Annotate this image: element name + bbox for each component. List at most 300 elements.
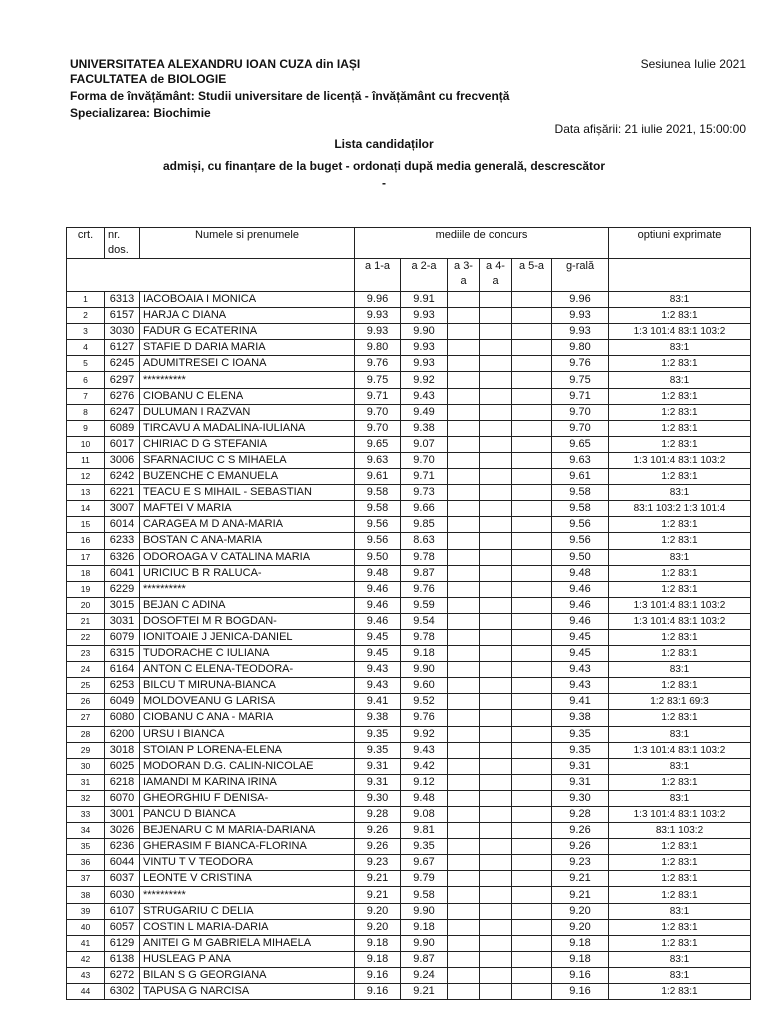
cell-avg-4 xyxy=(480,967,512,983)
cell-nr-dos: 6297 xyxy=(105,372,140,388)
cell-options: 1:3 101:4 83:1 103:2 xyxy=(609,597,751,613)
cell-avg-2: 9.42 xyxy=(401,758,448,774)
cell-avg-4 xyxy=(480,871,512,887)
cell-avg-2: 9.21 xyxy=(401,984,448,1000)
cell-crt: 26 xyxy=(67,694,105,710)
cell-avg-4 xyxy=(480,935,512,951)
table-row xyxy=(67,678,751,694)
cell-avg-5 xyxy=(512,774,552,790)
cell-avg-general: 9.23 xyxy=(552,855,609,871)
cell-nr-dos: 6127 xyxy=(105,340,140,356)
cell-nr-dos: 6157 xyxy=(105,308,140,324)
cell-avg-2: 9.43 xyxy=(401,742,448,758)
cell-nr-dos: 6041 xyxy=(105,565,140,581)
cell-avg-general: 9.18 xyxy=(552,935,609,951)
cell-name: DOSOFTEI M R BOGDAN- xyxy=(140,613,355,629)
cell-avg-4 xyxy=(480,694,512,710)
cell-nr-dos: 6049 xyxy=(105,694,140,710)
cell-avg-1: 9.26 xyxy=(355,839,401,855)
cell-avg-general: 9.46 xyxy=(552,613,609,629)
table-row xyxy=(67,420,751,436)
cell-avg-5 xyxy=(512,340,552,356)
cell-avg-1: 9.43 xyxy=(355,662,401,678)
cell-avg-2: 9.76 xyxy=(401,581,448,597)
subheader-options-blank xyxy=(609,259,751,292)
cell-options: 83:1 xyxy=(609,549,751,565)
cell-options: 1:2 83:1 xyxy=(609,678,751,694)
cell-avg-1: 9.23 xyxy=(355,855,401,871)
table-row xyxy=(67,372,751,388)
cell-avg-1: 9.71 xyxy=(355,388,401,404)
cell-avg-2: 9.79 xyxy=(401,871,448,887)
cell-avg-general: 9.41 xyxy=(552,694,609,710)
cell-avg-general: 9.16 xyxy=(552,967,609,983)
cell-avg-general: 9.75 xyxy=(552,372,609,388)
cell-avg-3 xyxy=(448,758,480,774)
cell-avg-3 xyxy=(448,308,480,324)
header-nr-dos: nr. dos. xyxy=(105,228,140,259)
cell-avg-3 xyxy=(448,372,480,388)
cell-avg-2: 9.60 xyxy=(401,678,448,694)
cell-options: 83:1 103:2 xyxy=(609,823,751,839)
cell-avg-3 xyxy=(448,823,480,839)
cell-name: BEJAN C ADINA xyxy=(140,597,355,613)
cell-avg-general: 9.43 xyxy=(552,678,609,694)
cell-avg-1: 9.70 xyxy=(355,420,401,436)
cell-avg-general: 9.58 xyxy=(552,501,609,517)
cell-avg-4 xyxy=(480,420,512,436)
cell-crt: 16 xyxy=(67,533,105,549)
cell-name: COSTIN L MARIA-DARIA xyxy=(140,919,355,935)
cell-avg-4 xyxy=(480,533,512,549)
cell-avg-3 xyxy=(448,501,480,517)
cell-avg-5 xyxy=(512,565,552,581)
cell-avg-5 xyxy=(512,292,552,308)
header-name: Numele si prenumele xyxy=(140,228,355,259)
cell-avg-5 xyxy=(512,420,552,436)
table-row xyxy=(67,549,751,565)
cell-avg-1: 9.18 xyxy=(355,951,401,967)
cell-options: 1:2 83:1 xyxy=(609,629,751,645)
cell-options: 83:1 xyxy=(609,485,751,501)
table-row xyxy=(67,613,751,629)
table-row xyxy=(67,855,751,871)
header-general: g-rală xyxy=(552,259,609,292)
cell-nr-dos: 6229 xyxy=(105,581,140,597)
cell-avg-general: 9.50 xyxy=(552,549,609,565)
cell-nr-dos: 3031 xyxy=(105,613,140,629)
cell-avg-3 xyxy=(448,517,480,533)
cell-nr-dos: 6044 xyxy=(105,855,140,871)
header-a1: a 1-a xyxy=(355,259,401,292)
header-crt: crt. xyxy=(67,228,105,259)
cell-avg-3 xyxy=(448,694,480,710)
cell-nr-dos: 6221 xyxy=(105,485,140,501)
cell-avg-general: 9.31 xyxy=(552,758,609,774)
cell-crt: 36 xyxy=(67,855,105,871)
cell-avg-4 xyxy=(480,581,512,597)
cell-avg-5 xyxy=(512,501,552,517)
cell-avg-5 xyxy=(512,919,552,935)
cell-options: 1:2 83:1 xyxy=(609,919,751,935)
cell-avg-1: 9.58 xyxy=(355,501,401,517)
cell-nr-dos: 3007 xyxy=(105,501,140,517)
cell-nr-dos: 3006 xyxy=(105,452,140,468)
cell-avg-1: 9.26 xyxy=(355,823,401,839)
cell-crt: 42 xyxy=(67,951,105,967)
cell-avg-4 xyxy=(480,388,512,404)
cell-avg-5 xyxy=(512,452,552,468)
cell-avg-3 xyxy=(448,356,480,372)
cell-avg-5 xyxy=(512,903,552,919)
cell-options: 1:2 83:1 xyxy=(609,839,751,855)
cell-name: CIOBANU C ANA - MARIA xyxy=(140,710,355,726)
cell-avg-3 xyxy=(448,919,480,935)
cell-avg-2: 9.67 xyxy=(401,855,448,871)
cell-avg-1: 9.58 xyxy=(355,485,401,501)
posting-date: Data afișării: 21 iulie 2021, 15:00:00 xyxy=(554,122,746,136)
cell-avg-2: 9.93 xyxy=(401,308,448,324)
cell-nr-dos: 6017 xyxy=(105,436,140,452)
cell-crt: 5 xyxy=(67,356,105,372)
cell-avg-3 xyxy=(448,485,480,501)
cell-avg-3 xyxy=(448,903,480,919)
cell-nr-dos: 6070 xyxy=(105,790,140,806)
cell-name: GHERASIM F BIANCA-FLORINA xyxy=(140,839,355,855)
cell-avg-4 xyxy=(480,340,512,356)
cell-avg-1: 9.80 xyxy=(355,340,401,356)
cell-avg-2: 9.24 xyxy=(401,967,448,983)
cell-avg-5 xyxy=(512,372,552,388)
table-row xyxy=(67,839,751,855)
cell-nr-dos: 3026 xyxy=(105,823,140,839)
cell-avg-1: 9.31 xyxy=(355,774,401,790)
cell-avg-4 xyxy=(480,372,512,388)
table-row xyxy=(67,292,751,308)
cell-crt: 41 xyxy=(67,935,105,951)
cell-avg-general: 9.26 xyxy=(552,839,609,855)
cell-avg-3 xyxy=(448,951,480,967)
cell-avg-1: 9.35 xyxy=(355,726,401,742)
table-row xyxy=(67,340,751,356)
cell-crt: 40 xyxy=(67,919,105,935)
cell-avg-1: 9.56 xyxy=(355,533,401,549)
header-a3: a 3-a xyxy=(448,259,480,292)
table-row xyxy=(67,469,751,485)
cell-crt: 3 xyxy=(67,324,105,340)
cell-avg-1: 9.41 xyxy=(355,694,401,710)
separator-dash: - xyxy=(382,176,386,190)
cell-crt: 43 xyxy=(67,967,105,983)
cell-name: MAFTEI V MARIA xyxy=(140,501,355,517)
table-row xyxy=(67,452,751,468)
cell-avg-1: 9.43 xyxy=(355,678,401,694)
cell-crt: 39 xyxy=(67,903,105,919)
cell-crt: 10 xyxy=(67,436,105,452)
table-row xyxy=(67,565,751,581)
cell-name: ********** xyxy=(140,581,355,597)
cell-avg-1: 9.16 xyxy=(355,984,401,1000)
cell-avg-general: 9.35 xyxy=(552,726,609,742)
cell-avg-2: 9.43 xyxy=(401,388,448,404)
cell-name: IACOBOAIA I MONICA xyxy=(140,292,355,308)
cell-avg-1: 9.31 xyxy=(355,758,401,774)
cell-avg-general: 9.93 xyxy=(552,308,609,324)
cell-avg-3 xyxy=(448,935,480,951)
cell-avg-5 xyxy=(512,710,552,726)
cell-crt: 17 xyxy=(67,549,105,565)
cell-avg-1: 9.18 xyxy=(355,935,401,951)
cell-name: BOSTAN C ANA-MARIA xyxy=(140,533,355,549)
cell-avg-2: 9.93 xyxy=(401,340,448,356)
table-row xyxy=(67,597,751,613)
cell-crt: 20 xyxy=(67,597,105,613)
cell-crt: 27 xyxy=(67,710,105,726)
specialization: Specializarea: Biochimie xyxy=(70,106,211,120)
cell-avg-5 xyxy=(512,967,552,983)
cell-nr-dos: 6080 xyxy=(105,710,140,726)
cell-nr-dos: 6014 xyxy=(105,517,140,533)
cell-options: 1:2 83:1 xyxy=(609,356,751,372)
cell-nr-dos: 6037 xyxy=(105,871,140,887)
cell-avg-5 xyxy=(512,324,552,340)
session-label: Sesiunea Iulie 2021 xyxy=(640,57,746,71)
table-row xyxy=(67,356,751,372)
cell-crt: 12 xyxy=(67,469,105,485)
cell-options: 1:2 83:1 xyxy=(609,533,751,549)
cell-avg-4 xyxy=(480,308,512,324)
cell-avg-3 xyxy=(448,742,480,758)
cell-options: 1:2 83:1 xyxy=(609,710,751,726)
cell-avg-4 xyxy=(480,887,512,903)
table-row xyxy=(67,533,751,549)
cell-crt: 31 xyxy=(67,774,105,790)
cell-nr-dos: 6030 xyxy=(105,887,140,903)
cell-avg-general: 9.46 xyxy=(552,581,609,597)
cell-nr-dos: 6242 xyxy=(105,469,140,485)
candidates-table xyxy=(66,227,751,1000)
cell-crt: 30 xyxy=(67,758,105,774)
cell-avg-3 xyxy=(448,292,480,308)
cell-crt: 37 xyxy=(67,871,105,887)
cell-name: ANITEI G M GABRIELA MIHAELA xyxy=(140,935,355,951)
cell-avg-4 xyxy=(480,790,512,806)
table-header-row xyxy=(67,228,751,259)
cell-avg-3 xyxy=(448,404,480,420)
cell-avg-3 xyxy=(448,807,480,823)
cell-avg-2: 9.66 xyxy=(401,501,448,517)
cell-avg-5 xyxy=(512,581,552,597)
cell-options: 83:1 xyxy=(609,758,751,774)
cell-avg-2: 9.18 xyxy=(401,919,448,935)
cell-nr-dos: 6089 xyxy=(105,420,140,436)
cell-avg-4 xyxy=(480,710,512,726)
cell-avg-4 xyxy=(480,613,512,629)
cell-avg-2: 9.90 xyxy=(401,662,448,678)
cell-name: HUSLEAG P ANA xyxy=(140,951,355,967)
cell-avg-general: 9.35 xyxy=(552,742,609,758)
cell-name: STRUGARIU C DELIA xyxy=(140,903,355,919)
cell-avg-1: 9.30 xyxy=(355,790,401,806)
cell-avg-1: 9.65 xyxy=(355,436,401,452)
cell-avg-2: 9.38 xyxy=(401,420,448,436)
cell-crt: 11 xyxy=(67,452,105,468)
study-form: Forma de învățământ: Studii universitare de licență - învățământ cu frecvență xyxy=(70,89,510,103)
cell-avg-2: 9.90 xyxy=(401,903,448,919)
cell-nr-dos: 6272 xyxy=(105,967,140,983)
cell-avg-5 xyxy=(512,613,552,629)
cell-name: BEJENARU C M MARIA-DARIANA xyxy=(140,823,355,839)
table-row xyxy=(67,951,751,967)
cell-avg-4 xyxy=(480,951,512,967)
cell-nr-dos: 3018 xyxy=(105,742,140,758)
cell-avg-general: 9.48 xyxy=(552,565,609,581)
cell-crt: 33 xyxy=(67,807,105,823)
cell-name: TUDORACHE C IULIANA xyxy=(140,646,355,662)
cell-crt: 1 xyxy=(67,292,105,308)
cell-name: CIOBANU C ELENA xyxy=(140,388,355,404)
cell-avg-2: 9.76 xyxy=(401,710,448,726)
table-row xyxy=(67,742,751,758)
cell-options: 1:2 83:1 xyxy=(609,565,751,581)
cell-avg-2: 9.07 xyxy=(401,436,448,452)
cell-avg-5 xyxy=(512,678,552,694)
cell-name: VINTU T V TEODORA xyxy=(140,855,355,871)
cell-avg-2: 9.71 xyxy=(401,469,448,485)
cell-crt: 18 xyxy=(67,565,105,581)
cell-avg-4 xyxy=(480,517,512,533)
table-row xyxy=(67,485,751,501)
cell-avg-5 xyxy=(512,469,552,485)
cell-name: GHEORGHIU F DENISA- xyxy=(140,790,355,806)
cell-avg-3 xyxy=(448,710,480,726)
cell-avg-4 xyxy=(480,903,512,919)
table-row xyxy=(67,967,751,983)
cell-avg-4 xyxy=(480,404,512,420)
cell-avg-general: 9.21 xyxy=(552,871,609,887)
cell-name: IONITOAIE J JENICA-DANIEL xyxy=(140,629,355,645)
cell-avg-2: 9.78 xyxy=(401,549,448,565)
cell-avg-1: 9.35 xyxy=(355,742,401,758)
cell-name: MOLDOVEANU G LARISA xyxy=(140,694,355,710)
cell-avg-2: 9.52 xyxy=(401,694,448,710)
cell-avg-1: 9.75 xyxy=(355,372,401,388)
cell-avg-3 xyxy=(448,436,480,452)
cell-avg-5 xyxy=(512,694,552,710)
cell-nr-dos: 6315 xyxy=(105,646,140,662)
cell-options: 83:1 xyxy=(609,951,751,967)
cell-avg-1: 9.21 xyxy=(355,887,401,903)
cell-avg-5 xyxy=(512,356,552,372)
header-a4: a 4-a xyxy=(480,259,512,292)
cell-avg-general: 9.61 xyxy=(552,469,609,485)
cell-avg-4 xyxy=(480,726,512,742)
cell-avg-5 xyxy=(512,662,552,678)
cell-avg-2: 9.58 xyxy=(401,887,448,903)
cell-avg-5 xyxy=(512,935,552,951)
cell-avg-3 xyxy=(448,469,480,485)
cell-crt: 4 xyxy=(67,340,105,356)
cell-options: 1:2 83:1 xyxy=(609,469,751,485)
cell-avg-4 xyxy=(480,839,512,855)
cell-crt: 38 xyxy=(67,887,105,903)
cell-avg-general: 9.26 xyxy=(552,823,609,839)
cell-avg-4 xyxy=(480,452,512,468)
cell-crt: 35 xyxy=(67,839,105,855)
cell-options: 1:3 101:4 83:1 103:2 xyxy=(609,807,751,823)
cell-nr-dos: 6313 xyxy=(105,292,140,308)
cell-crt: 24 xyxy=(67,662,105,678)
header-a5: a 5-a xyxy=(512,259,552,292)
cell-name: STAFIE D DARIA MARIA xyxy=(140,340,355,356)
cell-avg-4 xyxy=(480,678,512,694)
cell-avg-general: 9.21 xyxy=(552,887,609,903)
cell-options: 1:2 83:1 xyxy=(609,984,751,1000)
cell-avg-4 xyxy=(480,436,512,452)
cell-options: 1:2 83:1 xyxy=(609,935,751,951)
cell-crt: 25 xyxy=(67,678,105,694)
cell-nr-dos: 6079 xyxy=(105,629,140,645)
cell-avg-5 xyxy=(512,887,552,903)
cell-avg-4 xyxy=(480,324,512,340)
cell-avg-3 xyxy=(448,629,480,645)
cell-avg-3 xyxy=(448,984,480,1000)
cell-nr-dos: 6302 xyxy=(105,984,140,1000)
cell-options: 83:1 xyxy=(609,726,751,742)
cell-crt: 21 xyxy=(67,613,105,629)
table-row xyxy=(67,807,751,823)
list-title: Lista candidaților xyxy=(334,137,434,151)
cell-nr-dos: 6276 xyxy=(105,388,140,404)
cell-avg-general: 9.46 xyxy=(552,597,609,613)
cell-avg-2: 9.18 xyxy=(401,646,448,662)
cell-avg-3 xyxy=(448,565,480,581)
cell-name: CARAGEA M D ANA-MARIA xyxy=(140,517,355,533)
cell-nr-dos: 6200 xyxy=(105,726,140,742)
cell-name: TEACU E S MIHAIL - SEBASTIAN xyxy=(140,485,355,501)
cell-avg-2: 9.92 xyxy=(401,372,448,388)
cell-avg-general: 9.56 xyxy=(552,517,609,533)
cell-avg-1: 9.38 xyxy=(355,710,401,726)
cell-avg-4 xyxy=(480,758,512,774)
cell-options: 1:2 83:1 xyxy=(609,436,751,452)
cell-avg-4 xyxy=(480,501,512,517)
cell-avg-5 xyxy=(512,951,552,967)
cell-options: 1:2 83:1 xyxy=(609,887,751,903)
cell-avg-5 xyxy=(512,485,552,501)
cell-name: DULUMAN I RAZVAN xyxy=(140,404,355,420)
header-a2: a 2-a xyxy=(401,259,448,292)
cell-options: 1:2 83:1 xyxy=(609,420,751,436)
cell-avg-1: 9.45 xyxy=(355,646,401,662)
table-row xyxy=(67,629,751,645)
cell-avg-1: 9.20 xyxy=(355,903,401,919)
cell-avg-4 xyxy=(480,469,512,485)
cell-name: TIRCAVU A MADALINA-IULIANA xyxy=(140,420,355,436)
cell-nr-dos: 6247 xyxy=(105,404,140,420)
cell-nr-dos: 6138 xyxy=(105,951,140,967)
cell-options: 83:1 xyxy=(609,662,751,678)
cell-name: FADUR G ECATERINA xyxy=(140,324,355,340)
cell-avg-3 xyxy=(448,420,480,436)
cell-avg-2: 9.78 xyxy=(401,629,448,645)
cell-avg-5 xyxy=(512,436,552,452)
cell-crt: 32 xyxy=(67,790,105,806)
cell-avg-2: 9.08 xyxy=(401,807,448,823)
cell-crt: 9 xyxy=(67,420,105,436)
cell-options: 83:1 xyxy=(609,790,751,806)
cell-crt: 6 xyxy=(67,372,105,388)
